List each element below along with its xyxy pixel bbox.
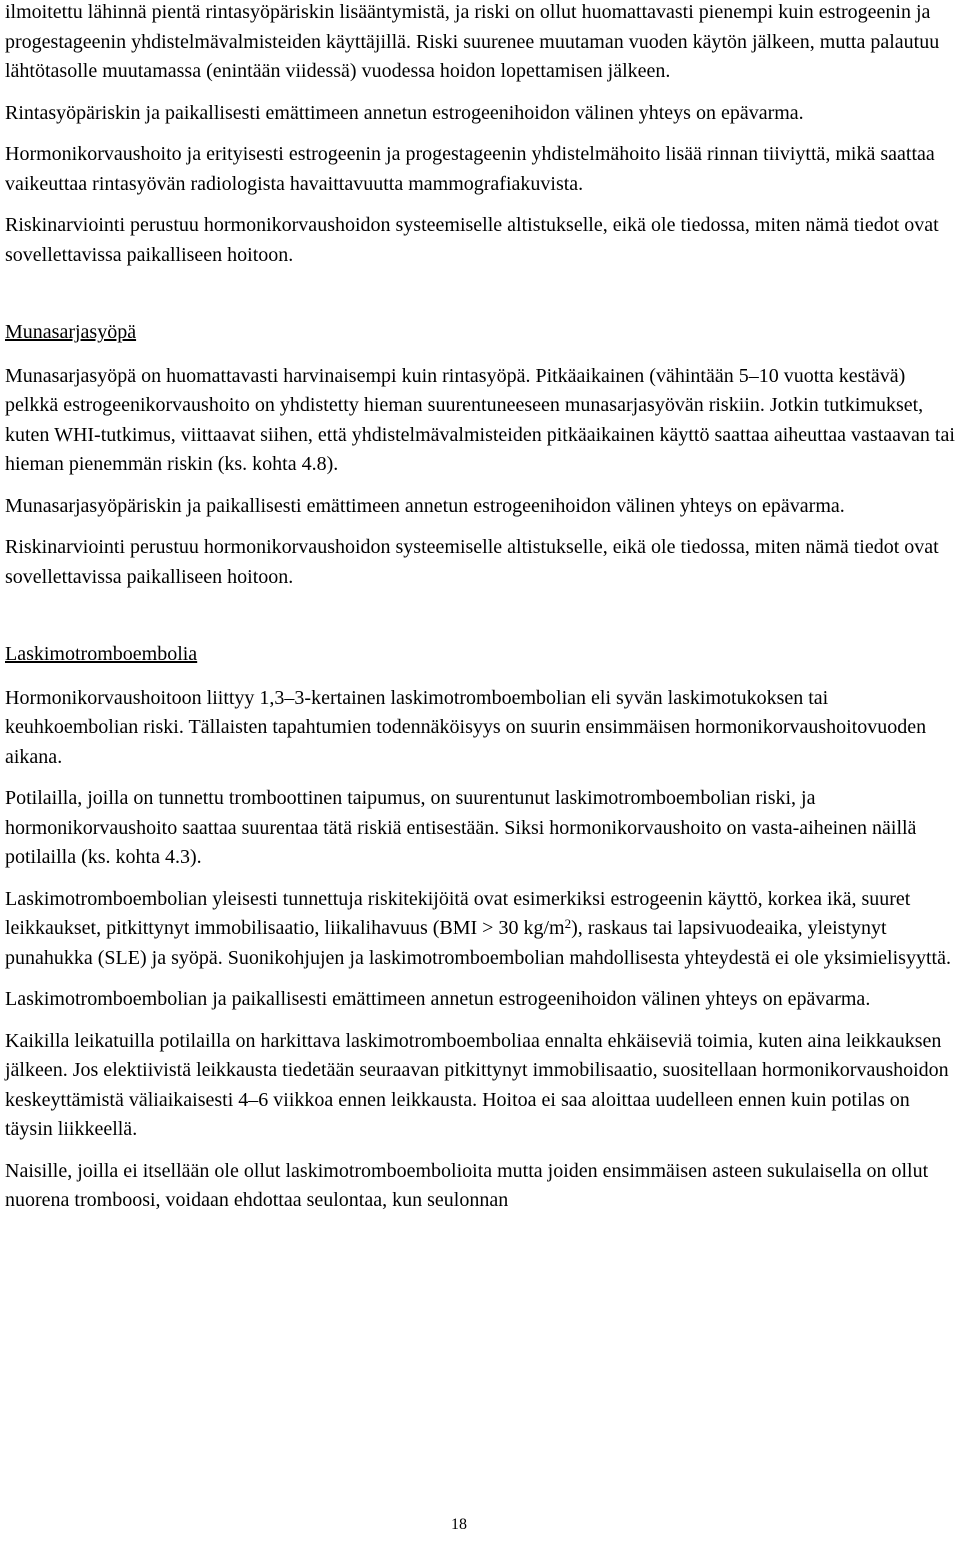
- paragraph-breast-density: Hormonikorvaushoito ja erityisesti estrogeenin ja progestageenin yhdistelmähoito lisää rinnan tiiviyttä, mikä saattaa vaikeuttaa rintasyövän radiologista havaittavuutta mammografiakuvista.: [5, 143, 935, 195]
- paragraph-surgery-prevention: Kaikilla leikatuilla potilailla on harkittava laskimotromboemboliaa ennalta ehkäiseviä toimia, kuten aina leikkauksen jälkeen. Jos elektiivistä leikkausta tiedetään seuraavan pitkittynyt immobilisaatio, suositellaan hormonikorvaushoidon keskeyttämistä väliaikaisesti 4–6 viikkoa ennen leikkausta. Hoitoa ei saa aloittaa uudelleen ennen kuin potilas on täysin liikkeellä.: [5, 1029, 949, 1140]
- paragraph-vte-risk-factors: [5, 885, 957, 974]
- paragraph-risk-return: ilmoitettu lähinnä pientä rintasyöpäriskin lisääntymistä, ja riski on ollut huomattavasti pienempi kuin estrogeenin ja progestageenin yhdistelmävalmisteiden käyttäjillä. Riski suurenee muutaman vuoden käytön jälkeen, mutta palautuu lähtötasolle muutamassa (enintään viidessä) vuodessa hoidon lopettamisen jälkeen.: [5, 1, 940, 82]
- paragraph-risk-assessment-breast: Riskinarviointi perustuu hormonikorvaushoidon systeemiselle altistukselle, eikä ole tiedossa, miten nämä tiedot ovat sovellettavissa paikalliseen hoitoon.: [5, 214, 939, 266]
- paragraph-vte-risk: Hormonikorvaushoitoon liittyy 1,3–3-kertainen laskimotromboembolian eli syvän laskimotukoksen tai keuhkoembolian riski. Tällaisten tapahtumien todennäköisyys on suurin ensimmäisen hormonikorvaushoitovuoden aikana.: [5, 686, 927, 768]
- page-number: 18: [451, 1516, 467, 1533]
- paragraph-risk-assessment-ovarian: Riskinarviointi perustuu hormonikorvaushoidon systeemiselle altistukselle, eikä ole tiedossa, miten nämä tiedot ovat sovellettavissa paikalliseen hoitoon.: [5, 536, 939, 588]
- breast-cancer-section-continued: [5, 0, 957, 270]
- paragraph-local-estrogen-vte: Laskimotromboembolian ja paikallisesti emättimeen annetun estrogeenihoidon välinen yhteys on epävarma.: [5, 988, 871, 1010]
- paragraph-local-estrogen-ovarian: Munasarjasyöpäriskin ja paikallisesti emättimeen annetun estrogeenihoidon välinen yhteys on epävarma.: [5, 494, 845, 517]
- paragraph-ovarian-risk: Munasarjasyöpä on huomattavasti harvinaisempi kuin rintasyöpä. Pitkäaikainen (vähintään 5–10 vuotta kestävä) pelkkä estrogeenikorvaushoito on yhdistetty hieman suurentuneeseen munasarjasyövän riskiin. Jotkin tutkimukset, kuten WHI-tutkimus, viittaavat siihen, että yhdistelmävalmisteiden pitkäaikainen käyttö saattaa aiheuttaa vastaavan tai hieman pienemmän riskin (ks. kohta 4.8).: [5, 364, 955, 475]
- paragraph-family-history-screening: Naisille, joilla ei itsellään ole ollut laskimotromboembolioita mutta joiden ensimmäisen asteen sukulaisella on ollut nuorena tromboosi, voidaan ehdottaa seulontaa, kun seulonnan: [5, 1159, 929, 1211]
- risk-factors-text-continued: ), raskaus tai lapsivuodeaika, yleistynyt punahukka (SLE) ja syöpä. Suonikohjujen ja laskimotromboembolian mahdollisesta yhteydestä ei ole yksimielisyyttä.: [5, 917, 951, 969]
- risk-factors-text: Laskimotromboembolian yleisesti tunnettuja riskitekijöitä ovat esimerkiksi estrogeenin käyttö, korkea ikä, suuret leikkaukset, pitkittynyt immobilisaatio, liikalihavuus (BMI > 30 kg/m: [5, 887, 911, 939]
- paragraph-local-estrogen-breast: Rintasyöpäriskin ja paikallisesti emättimeen annetun estrogeenihoidon välinen yhteys on epävarma.: [5, 101, 804, 124]
- ovarian-cancer-section: [5, 318, 957, 592]
- superscript-two: 2: [564, 916, 572, 931]
- vte-section: [5, 640, 957, 1216]
- ovarian-cancer-heading: Munasarjasyöpä: [5, 321, 137, 343]
- vte-heading: Laskimotromboembolia: [5, 643, 198, 665]
- paragraph-thrombotic-tendency: Potilailla, joilla on tunnettu tromboottinen taipumus, on suurentunut laskimotromboembolian riski, ja hormonikorvaushoito saattaa suurentaa tätä riskiä entisestään. Siksi hormonikorvaushoito on vasta-aiheinen näillä potilailla (ks. kohta 4.3).: [5, 787, 917, 868]
